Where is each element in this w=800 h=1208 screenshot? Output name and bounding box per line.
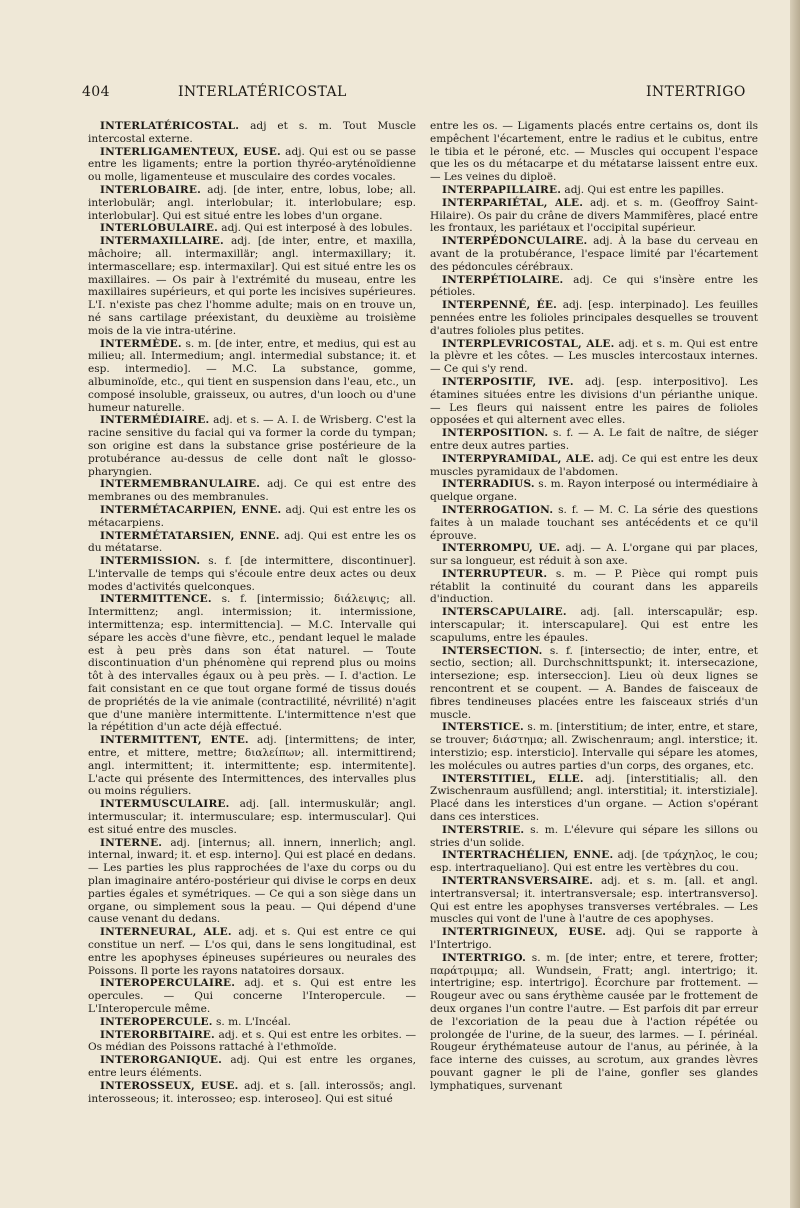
entry-headword: INTERORGANIQUE.	[100, 1054, 223, 1067]
entry-headword: INTERSTRIE.	[442, 823, 525, 836]
dictionary-entry	[430, 120, 758, 184]
entry-headword: INTERROGATION.	[442, 503, 554, 516]
entry-headword: INTEROSSEUX, EUSE.	[100, 1079, 239, 1092]
dictionary-entry	[88, 530, 416, 556]
entry-headword: INTERMÉTATARSIEN, ENNE.	[100, 529, 280, 542]
entry-headword: INTERMÈDE.	[100, 337, 182, 350]
entry-headword: INTERPARIÉTAL, ALE.	[442, 196, 584, 209]
entry-headword: INTEROPERCULAIRE.	[100, 977, 236, 990]
entry-headword: INTERMITTENCE.	[100, 593, 212, 606]
entry-headword: INTERTRANSVERSAIRE.	[442, 875, 594, 888]
entry-headword: INTERLOBULAIRE.	[100, 222, 218, 235]
entry-definition: adj et s. m. Tout Muscle intercostal externe.	[88, 120, 416, 145]
entry-headword: INTERMÉTACARPIEN, ENNE.	[100, 503, 282, 516]
entry-definition: s. f. [intersectio; de inter, entre, et sectio, section; all. Durchschnittspunkt; it. intersecazione, intersezione; esp. interseccion]. Lieu où deux lignes se rencontrent et se coupent. — A. Bandes de faisceaux de fibres tendineuses placées entre les faisceaux striés d'un muscle.	[430, 644, 758, 721]
entry-definition: adj. et s. Qui est entre les opercules. — Qui concerne l'Interopercule. — L'Interopercule même.	[88, 977, 416, 1015]
running-header	[82, 84, 750, 104]
entry-definition: s. m. [interstitium; de inter, entre, et stare, se trouver; διάστημα; all. Zwischenraum; angl. interstice; it. interstizio; esp. intersticio]. Intervalle qui sépare les atomes, les molécules ou autres parties d'un corps, des organes, etc.	[430, 721, 758, 772]
dictionary-entry	[88, 1029, 416, 1055]
entry-definition: adj. et s. Qui est entre les orbites. — Os médian des Poissons rattaché à l'ethmoïde.	[88, 1028, 416, 1054]
dictionary-entry	[88, 478, 416, 504]
entry-headword: INTERRUPTEUR.	[442, 567, 548, 580]
entry-definition: adj. [all. intermuskulär; angl. intermuscular; it. intermusculare; esp. intermuscular]. Qui est situé entre des muscles.	[88, 798, 416, 836]
entry-definition: adj. [internus; all. innern, innerlich; angl. internal, inward; it. et esp. interno]. Qui est placé en dedans. — Les parties les plus rapprochées de l'axe du corps ou du plan imaginaire antéro-postérieur qui divise le corps en deux parties égales et symétriques. — Ce qui a son siège dans un organe, ou simplement sous la peau. — Qui dépend d'une cause venant du dedans.	[88, 836, 416, 926]
page-edge	[790, 0, 800, 1208]
dictionary-entry	[430, 542, 758, 568]
entry-definition: s. f. [de intermittere, discontinuer]. L'intervalle de temps qui s'écoule entre deux actes ou deux modes d'activités quelconques.	[88, 555, 416, 593]
entry-headword: INTERMÉDIAIRE.	[100, 414, 210, 427]
entry-definition: adj. [esp. interpositivo]. Les étamines situées entre les divisions d'un périanthe unique. — Les fleurs qui naissent entre les paires de folioles opposées et qui alternent avec elles.	[430, 375, 758, 427]
entry-definition: s. f. — M. C. La série des questions faites à un malade touchant ses antécédents et ce qu'il éprouve.	[430, 503, 758, 542]
entry-headword: INTERPAPILLAIRE.	[442, 183, 562, 196]
entry-headword: INTERPOSITIF, IVE.	[442, 375, 574, 388]
entry-definition: adj. [esp. interpinado]. Les feuilles pennées entre les folioles principales desquelles se trouvent d'autres folioles plus petites.	[430, 299, 758, 337]
entry-headword: INTERPENNÉ, ÉE.	[442, 299, 557, 312]
entry-definition: adj. et s. m. Qui est entre la plèvre et les côtes. — Les muscles intercostaux internes. — Ce qui s'y rend.	[430, 337, 758, 376]
entry-headword: INTERTRIGINEUX, EUSE.	[442, 926, 607, 939]
entry-headword: INTERPÉDONCULAIRE.	[442, 235, 588, 248]
entry-headword: INTERMEMBRANULAIRE.	[100, 478, 261, 491]
entry-headword: INTERROMPU, UE.	[442, 542, 561, 555]
entry-definition: adj. Qui est entre les os métacarpiens.	[88, 503, 416, 529]
dictionary-entry	[88, 555, 416, 593]
dictionary-entry	[88, 926, 416, 977]
entry-definition: s. m. [de inter, entre, et medius, qui est au milieu; all. Intermedium; angl. intermedial substance; it. et esp. intermedio]. — M.C. La substance, gomme, albuminoïde, etc., qui tient en suspension dans l'eau, etc., un composé insoluble, graisseux, ou autres, d'un looch ou d'une humeur naturelle.	[88, 337, 416, 414]
entry-definition: adj. [de τράχηλος, le cou; esp. intertraqueliano]. Qui est entre les vertèbres du cou.	[430, 849, 758, 875]
entry-definition: adj. et s. — A. I. de Wrisberg. C'est la racine sensitive du facial qui va former la corde du tympan; son origine est dans la substance grise postérieure de la protubérance au-dessus de celle dont naît le glosso-pharyngien.	[88, 414, 416, 478]
dictionary-entry	[430, 645, 758, 722]
entry-definition: s. f. — A. Le fait de naître, de siéger entre deux autres parties.	[430, 427, 758, 452]
dictionary-entry	[430, 235, 758, 273]
entry-headword: INTERPLEVRICOSTAL, ALE.	[442, 337, 615, 350]
entry-definition: adj. et s. m. [all. et angl. intertransversal; it. intertransversale; esp. intertransverso]. Qui est entre les apophyses transverses vertébrales. — Les muscles qui vont de l'une à l'autre de ces apophyses.	[430, 875, 758, 926]
entry-definition: entre les os. — Ligaments placés entre certains os, dont ils empêchent l'écartement, entre le radius et le cubitus, entre le tibia et le péroné, etc. — Muscles qui occupent l'espace que les os du métacarpe et du métatarse laissent entre eux. — Les veines du diploë.	[430, 120, 758, 184]
dictionary-entry	[430, 875, 758, 926]
entry-definition: adj. [de inter, entre, lobus, lobe; all. interlobulär; angl. interlobular; it. interlobulare; esp. interlobular]. Qui est situé entre les lobes d'un organe.	[88, 183, 416, 222]
dictionary-entry	[88, 977, 416, 1015]
entry-definition: adj. Qui est entre les papilles.	[561, 183, 725, 196]
entry-headword: INTERPOSITION.	[442, 427, 549, 440]
dictionary-entry	[88, 222, 416, 235]
dictionary-entry	[430, 184, 758, 197]
dictionary-entry	[430, 274, 758, 300]
entry-headword: INTERSTICE.	[442, 721, 524, 734]
entry-headword: INTERMAXILLAIRE.	[100, 235, 224, 248]
dictionary-entry	[430, 453, 758, 479]
dictionary-entry	[88, 837, 416, 927]
entry-definition: adj. Ce qui est entre les deux muscles pyramidaux de l'abdomen.	[430, 452, 758, 478]
dictionary-entry	[88, 146, 416, 184]
entry-definition: adj. Qui est entre les os du métatarse.	[88, 529, 416, 555]
dictionary-entry	[430, 338, 758, 376]
entry-definition: adj. Ce qui s'insère entre les pétioles.	[430, 273, 758, 299]
entry-definition: s. m. [de inter; entre, et terere, frotter; παράτριμμα; all. Wundsein, Fratt; angl. intertrigo; it. intertrigine; esp. intertrigo]. Écorchure par frottement. — Rougeur avec ou sans érythème causée par le frottement de deux organes l'un contre l'autre. — Est parfois dit par erreur de l'excoriation de la peau due à l'action répétée ou prolongée de l'urine, de la sueur, des larmes. — I. périnéal. Rougeur érythémateuse autour de l'anus, au périnée, à la face interne des cuisses, au scrotum, aux grandes lèvres pouvant gagner le pli de l'aine, gonfler ses glandes lymphatiques, survenant	[430, 951, 758, 1092]
dictionary-entry	[430, 721, 758, 772]
entry-headword: INTERPYRAMIDAL, ALE.	[442, 452, 595, 465]
dictionary-entry	[430, 773, 758, 824]
entry-definition: adj. [intermittens; de inter, entre, et mittere, mettre; διαλείπων; all. intermittirend; angl. intermittent; it. intermittente; esp. intermitente]. L'acte qui présente des Intermittences, des intervalles plus ou moins réguliers.	[88, 734, 416, 798]
right-column	[430, 120, 758, 1093]
entry-definition: adj. Ce qui est entre des membranes ou des membranules.	[88, 478, 416, 504]
dictionary-entry	[430, 849, 758, 875]
page-number: 404	[82, 84, 110, 100]
entry-headword: INTERRADIUS.	[442, 478, 535, 491]
entry-headword: INTERNEURAL, ALE.	[100, 926, 232, 939]
entry-definition: s. m. L'Incéal.	[212, 1015, 291, 1028]
entry-headword: INTERLIGAMENTEUX, EUSE.	[100, 145, 281, 158]
dictionary-entry	[430, 952, 758, 1093]
entry-definition: adj. Qui est interposé à des lobules.	[217, 222, 413, 235]
dictionary-entry	[88, 593, 416, 734]
entry-definition: adj. et s. Qui est entre ce qui constitue un nerf. — L'os qui, dans le sens longitudinal, est entre les apophyses épineuses supérieures ou neurales des Poissons. Il porte les rayons natatoires dorsaux.	[88, 926, 416, 977]
entry-headword: INTERLATÉRICOSTAL.	[100, 120, 240, 132]
dictionary-entry	[88, 798, 416, 836]
entry-definition: adj. Qui est entre les organes, entre leurs éléments.	[88, 1054, 416, 1079]
entry-definition: adj. Qui se rapporte à l'Intertrigo.	[430, 926, 758, 951]
dictionary-entry	[88, 184, 416, 222]
entry-definition: adj. À la base du cerveau en avant de la protubérance, l'espace limité par l'écartement des pédoncules cérébraux.	[430, 235, 758, 273]
dictionary-entry	[88, 235, 416, 337]
dictionary-entry	[430, 568, 758, 606]
dictionary-entry	[430, 427, 758, 453]
header-right-word: INTERTRIGO	[646, 84, 746, 100]
entry-definition: adj. Qui est ou se passe entre les ligaments; entre la portion thyréo-aryténoïdienne ou molle, ligamenteuse et musculaire des cordes vocales.	[88, 145, 416, 184]
entry-definition: adj. — A. L'organe qui par places, sur sa longueur, est réduit à son axe.	[430, 542, 759, 568]
entry-headword: INTERMUSCULAIRE.	[100, 798, 230, 811]
dictionary-entry	[430, 504, 758, 542]
entry-headword: INTERNE.	[100, 836, 163, 849]
entry-definition: s. m. L'élevure qui sépare les sillons ou stries d'un solide.	[430, 823, 758, 849]
entry-definition: s. m. — P. Pièce qui rompt puis rétablit la continuité du courant dans les appareils d'induction.	[430, 567, 758, 606]
entry-headword: INTERORBITAIRE.	[100, 1028, 215, 1041]
dictionary-entry	[430, 478, 758, 504]
left-column	[88, 120, 416, 1105]
dictionary-entry	[88, 414, 416, 478]
entry-headword: INTERSTITIEL, ELLE.	[442, 772, 584, 785]
entry-definition: adj. et s. m. (Geoffroy Saint-Hilaire). Os pair du crâne de divers Mammifères, placé entre les frontaux, les pariétaux et l'occipital supérieur.	[430, 196, 758, 235]
dictionary-entry	[88, 504, 416, 530]
dictionary-entry	[88, 1080, 416, 1106]
entry-headword: INTERMITTENT, ENTE.	[100, 734, 249, 747]
entry-definition: s. m. Rayon interposé ou intermédiaire à quelque organe.	[430, 478, 758, 504]
entry-headword: INTERTRIGO.	[442, 951, 527, 964]
entry-headword: INTERPÉTIOLAIRE.	[442, 273, 564, 286]
entry-headword: INTERSCAPULAIRE.	[442, 606, 567, 619]
dictionary-entry	[430, 606, 758, 644]
dictionary-entry	[430, 926, 758, 952]
entry-definition: adj. [interstitialis; all. den Zwischenraum ausfüllend; angl. interstitial; it. interstiziale]. Placé dans les interstices d'un organe. — Action s'opérant dans ces interstices.	[430, 772, 758, 824]
entry-headword: INTERMISSION.	[100, 555, 201, 568]
dictionary-entry	[88, 734, 416, 798]
entry-definition: adj. et s. [all. interossös; angl. interosseous; it. interosseo; esp. interoseo]. Qui est situé	[88, 1079, 416, 1105]
entry-headword: INTEROPERCULE.	[100, 1015, 213, 1028]
dictionary-entry	[88, 1054, 416, 1080]
entry-headword: INTERLOBAIRE.	[100, 183, 201, 196]
entry-definition: s. f. [intermissio; διάλειψις; all. Intermittenz; angl. intermission; it. intermissione, intermittenza; esp. intermittencia]. — M.C. Intervalle qui sépare les accès d'une fièvre, etc., pendant lequel le malade est à peu près dans son état naturel. — Toute discontinuation d'un phénomène qui reprend plus ou moins tôt à des intervalles égaux ou à peu près. — I. d'action. Le fait consistant en ce que tout organe formé de tissus doués de propriétés de la vie animale (contractilité, névrilité) n'agit que d'une manière intermittente. L'intermittence n'est que la répétition d'un acte déjà effectué.	[88, 593, 416, 734]
dictionary-entry	[88, 1016, 416, 1029]
entry-definition: adj. [de inter, entre, et maxilla, mâchoire; all. intermaxillär; angl. intermaxillary; it. intermascellare; esp. intermaxilar]. Qui est situé entre les os maxillaires. — Os pair à l'extrémité du museau, entre les maxillaires supérieurs, et qui porte les incisives supérieures. L'I. n'existe pas chez l'homme adulte; mais on en trouve un, né sans cartilage préexistant, du deuxième au troisième mois de la vie intra-utérine.	[88, 235, 416, 337]
dictionary-entry	[430, 824, 758, 850]
header-left-word: INTERLATÉRICOSTAL	[178, 84, 347, 100]
dictionary-entry	[430, 376, 758, 427]
entry-definition: adj. [all. interscapulär; esp. interscapular; it. interscapulare]. Qui est entre les scapulums, entre les épaules.	[430, 606, 758, 644]
entry-headword: INTERSECTION.	[442, 644, 543, 657]
entry-headword: INTERTRACHÉLIEN, ENNE.	[442, 849, 614, 862]
dictionary-entry	[430, 299, 758, 337]
dictionary-entry	[88, 120, 416, 146]
dictionary-entry	[430, 197, 758, 235]
dictionary-entry	[88, 338, 416, 415]
